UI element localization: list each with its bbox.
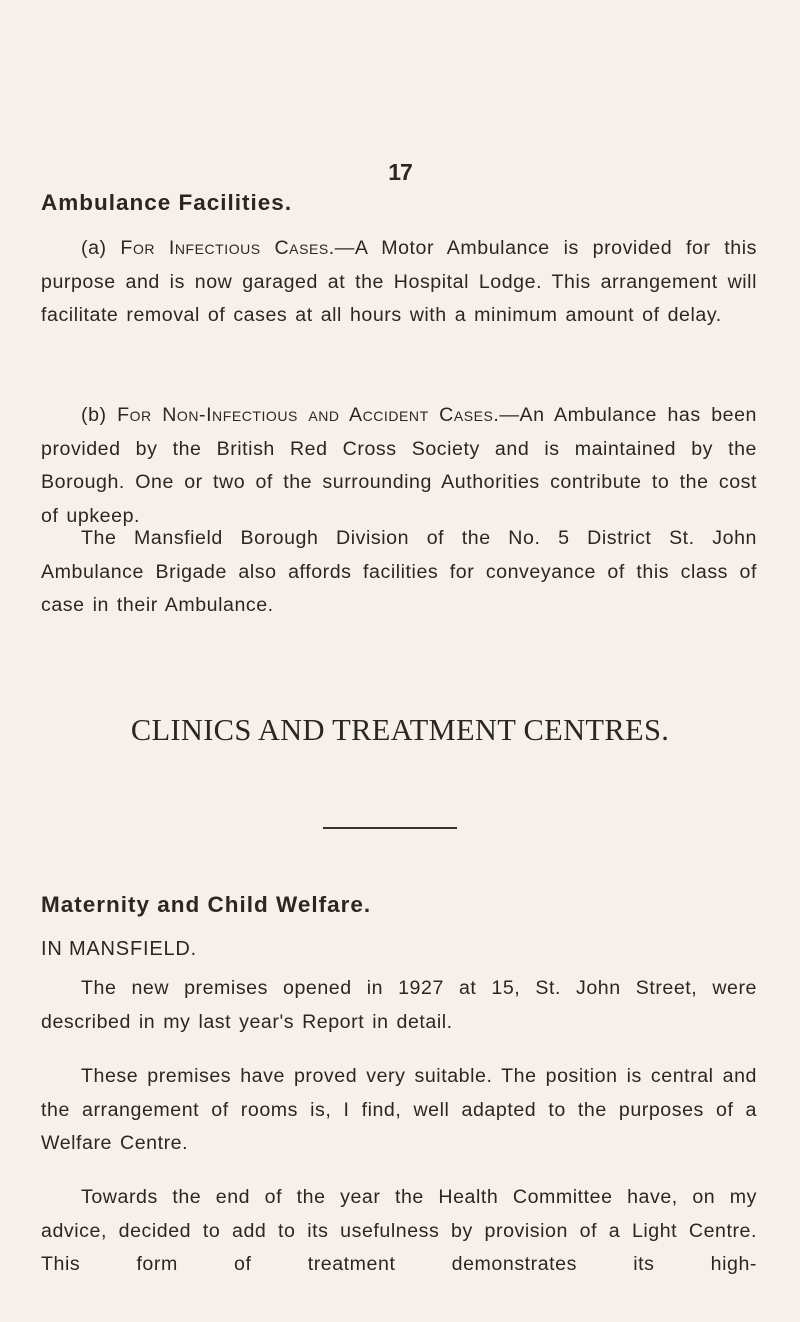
ambulance-heading: Ambulance Facilities.: [41, 190, 293, 215]
clinics-paragraph-3: Towards the end of the year the Health Committee have, on my advice, decided to add to its usefulness by provision of a Light Centre. This form of treatment demonstrates its high-: [41, 1186, 757, 1275]
ambulance-paragraph-b: [41, 399, 757, 533]
clinics-paragraph-1: The new premises opened in 1927 at 15, St. John Street, were described in my last year's Report in detail.: [41, 977, 757, 1033]
maternity-heading: Maternity and Child Welfare.: [41, 892, 372, 917]
ambulance-paragraph-c: The Mansfield Borough Division of the No. 5 District St. John Ambulance Brigade also affords facilities for conveyance of this class of case in their Ambulance.: [41, 527, 757, 616]
paragraph-a-title: For Infectious Cases.: [120, 237, 335, 259]
clinics-title: CLINICS AND TREATMENT CENTRES.: [130, 713, 670, 747]
mansfield-subheading: IN MANSFIELD.: [41, 938, 197, 960]
paragraph-b-title: For Non-Infectious and Accident Cases.: [117, 404, 500, 426]
divider-rule: [323, 827, 457, 829]
page-number: 17: [388, 159, 412, 185]
paragraph-b-label: (b): [81, 404, 107, 426]
paragraph-a-text: —A Motor Ambulance is provided for this purpose and is now garaged at the Hospital Lodge. This arrangement will facilitate removal of cases at all hours with a minimum amount of delay.: [41, 237, 757, 326]
ambulance-paragraph-a: [41, 232, 757, 333]
paragraph-b-text: —An Ambulance has been provided by the British Red Cross Society and is maintained by the Borough. One or two of the surrounding Authorities contribute to the cost of upkeep.: [41, 404, 757, 527]
paragraph-a-label: (a): [81, 237, 107, 259]
clinics-paragraph-2: These premises have proved very suitable. The position is central and the arrangement of rooms is, I find, well adapted to the purposes of a Welfare Centre.: [41, 1065, 757, 1154]
